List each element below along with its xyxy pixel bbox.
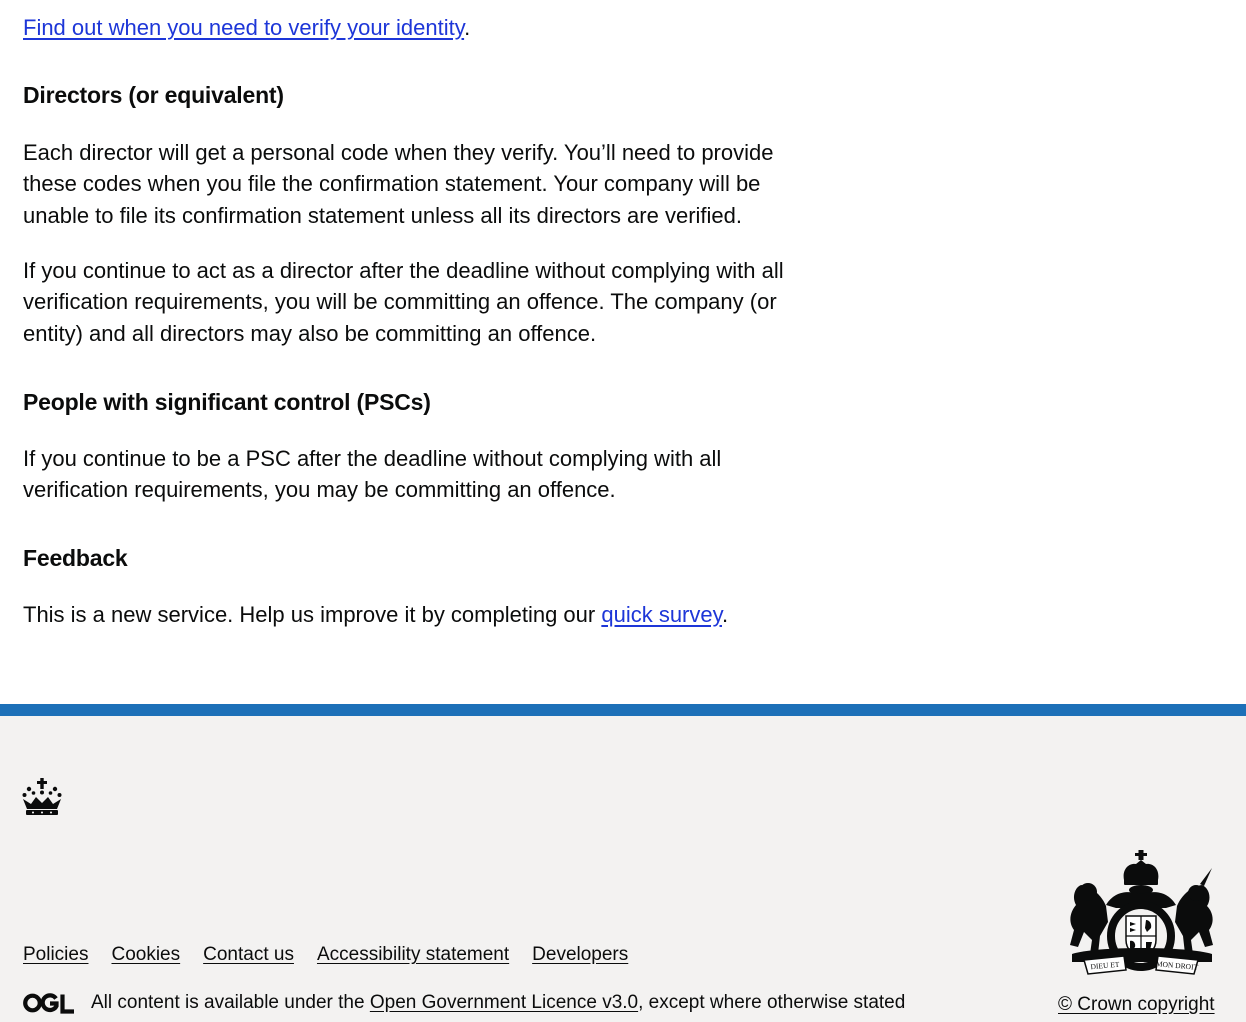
footer-link-policies[interactable]: Policies: [23, 944, 89, 965]
footer-link-contact-us[interactable]: Contact us: [203, 944, 294, 965]
footer-link-cookies[interactable]: Cookies: [111, 944, 181, 965]
feedback-paragraph: [23, 599, 823, 630]
footer-link-developers[interactable]: Developers: [532, 944, 629, 965]
crown-icon: [21, 777, 63, 817]
feedback-suffix: .: [721, 602, 729, 627]
licence-text: All content is available under the: [91, 992, 370, 1013]
verify-paragraph: [23, 12, 823, 43]
crest-motto-right: MON DROIT: [1155, 959, 1199, 972]
directors-paragraph-2: If you continue to act as a director after the deadline without complying with all verification requirements, you will be committing an offence. The company (or entity) and all directors may also be committing an offence.: [23, 258, 784, 346]
psc-heading: People with significant control (PSCs): [23, 389, 431, 415]
verify-link-suffix: .: [464, 15, 471, 40]
feedback-text: This is a new service. Help us improve it by completing our: [23, 602, 602, 627]
footer-links: [23, 943, 651, 967]
ogl-logo-icon: [23, 992, 75, 1014]
footer-link-accessibility-statement[interactable]: Accessibility statement: [316, 944, 510, 965]
open-government-licence-link[interactable]: Open Government Licence v3.0: [369, 992, 639, 1013]
psc-paragraph: If you continue to be a PSC after the deadline without complying with all verification requirements, you may be committing an offence.: [23, 446, 722, 503]
licence-statement: [23, 991, 905, 1015]
quick-survey-link[interactable]: quick survey: [601, 602, 722, 627]
crown-copyright-link[interactable]: © Crown copyright: [1058, 994, 1215, 1015]
directors-heading: Directors (or equivalent): [23, 82, 284, 108]
royal-coat-of-arms-icon: [1066, 850, 1216, 978]
licence-suffix: , except where otherwise stated: [638, 992, 906, 1013]
footer: [0, 704, 1246, 1022]
directors-paragraph-1: Each director will get a personal code when they verify. You’ll need to provide these codes when you file the confirmation statement. Your company will be unable to file its confirmation statement unless all its directors are verified.: [23, 140, 774, 228]
verify-identity-link[interactable]: Find out when you need to verify your identity: [23, 15, 465, 40]
crest-motto-left: DIEU ET: [1090, 959, 1120, 972]
feedback-heading: Feedback: [23, 545, 128, 571]
